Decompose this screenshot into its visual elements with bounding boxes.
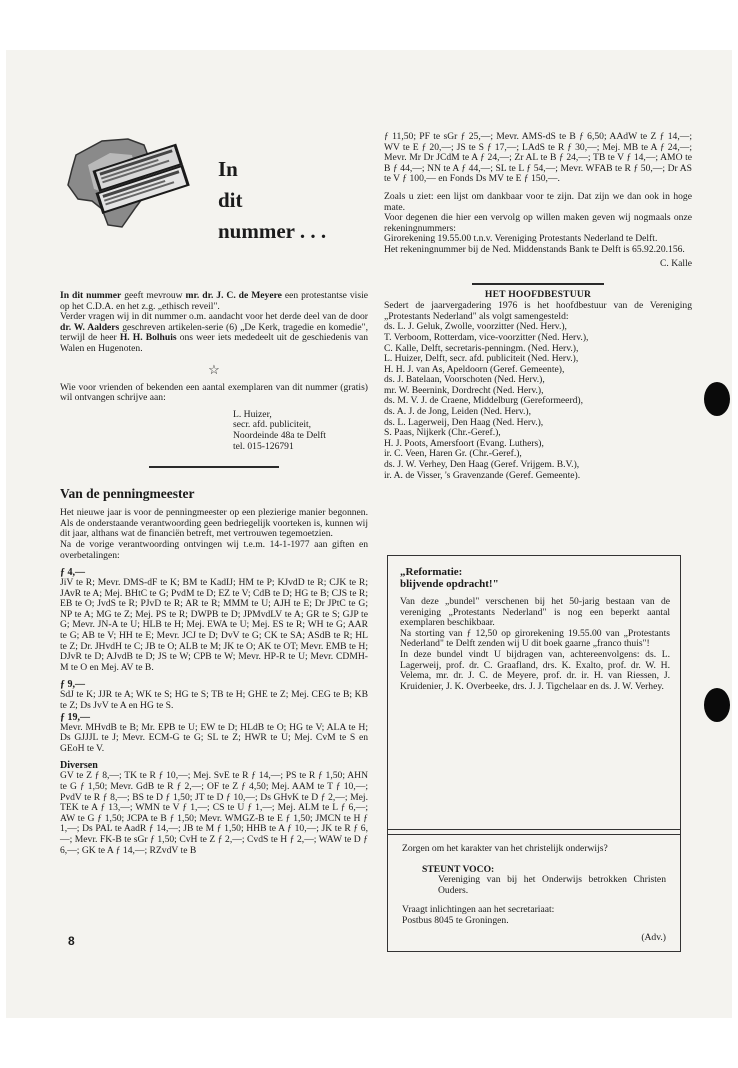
board-member: T. Verboom, Rotterdam, vice-voorzitter (Ned. Herv.), — [384, 331, 589, 343]
gift-list-9: SdJ te K; JJR te A; WK te S; HG te S; TB te H; GHE te Z; Mej. CEG te B; KB te Z; Ds JvV te A en HG te S. — [60, 689, 368, 712]
text-span: geeft mevrouw — [121, 290, 186, 301]
page-number: 8 — [68, 934, 75, 948]
author-name: mr. dr. J. C. de Meyere — [185, 290, 282, 301]
address-line: secr. afd. publiciteit, — [233, 419, 312, 431]
netherlands-booklet-logo — [58, 135, 208, 231]
text-span: ons weer iets mededeelt uit de geschiedenis van Walen en Hugenoten. — [60, 332, 368, 354]
reformatie-title-line: blijvende opdracht!" — [400, 578, 499, 590]
gift-heading-19: ƒ 19,— — [60, 711, 90, 723]
board-member-list — [384, 322, 692, 481]
right-column — [384, 132, 692, 481]
reformatie-ad-box — [384, 552, 684, 856]
author-name: H. H. Bolhuis — [119, 332, 177, 344]
voco-description: Vereniging van bij het Onderwijs betrokken Christen Ouders. — [438, 874, 666, 896]
intro-heading-line: nummer . . . — [218, 219, 327, 243]
intro-paragraph-1 — [60, 291, 368, 312]
gift-heading-4: ƒ 4,— — [60, 567, 85, 579]
reformatie-title-line: „Reformatie: — [400, 566, 463, 578]
board-title: HET HOOFDBESTUUR — [484, 289, 592, 301]
board-member: H. H. J. van As, Apeldoorn (Geref. Gemeente), — [384, 363, 565, 375]
board-member: S. Paas, Nijkerk (Chr.-Geref.), — [384, 427, 501, 439]
reformatie-title — [400, 566, 670, 590]
board-member: mr. W. Beernink, Dordrecht (Ned. Herv.), — [384, 384, 544, 396]
board-member: C. Kalle, Delft, secretaris-penningm. (Ned. Herv.), — [384, 342, 579, 354]
voco-ad-frame — [387, 829, 681, 952]
punch-hole — [704, 688, 730, 722]
address-block — [233, 410, 368, 452]
gift-heading-9: ƒ 9,— — [60, 679, 85, 691]
author-name: dr. W. Aalders — [60, 321, 120, 333]
star-icon: ☆ — [208, 361, 220, 377]
reformatie-paragraph: Na storting van ƒ 12,50 op girorekening 19.55.00 van „Protestants Nederland" te Delft zenden wij U dit boek gaarne „franco thuis"! — [400, 627, 670, 650]
treasurer-intro: Het nieuwe jaar is voor de penningmeester op een plezierige manier begonnen. Als de onderstaande verantwoording geen bedriegelijk voorteken is, kunnen wij dit jaar, althans wat de financiën betreft, met vertrouwen tegemoetzien. — [60, 507, 368, 540]
divider — [472, 283, 604, 285]
intro-heading — [218, 155, 326, 248]
text-span: Verder vragen wij in dit nummer o.m. aandacht voor het derde deel van de door — [60, 311, 368, 323]
gift-list-19: Mevr. MHvdB te B; Mr. EPB te U; EW te D; HLdB te O; HG te V; ALA te H; Ds GJJJL te J; Mevr. ECM-G te G; SL te Z; HWR te U; Mej. CvM te S en GEoH te V. — [60, 721, 368, 754]
voco-title: STEUNT VOCO: — [422, 863, 495, 875]
gift-list-4: JiV te R; Mevr. DMS-dF te K; BM te KadIJ; HM te P; KJvdD te R; CJK te R; JAvR te A; Mej. BHtC te G; PvdM te D; EZ te V; CdB te D; HG te B; CJS te R; EB te O; JvdS te R; PJvD te R; AR te R; MMM te U; AJH te E; Dr JPtC te G; NP te A; MG te Z; Mej. PS te R; DWPB te D; JPMvdLV te A; GR te S; GJP te G; Mevr. JN-A te U; HLB te H; Mej. EWA te U; Mej. ES te R; WH te G; AAR te G; AB te V; HH te E; Mevr. JCJ te D; DvV te G; CK te SA; ASdB te R; HL te Z; Dr. JHvdH te C; JB te O; ALB te M; JK te O; AK te OT; Mevr. EMB te H; DJvR te D; AJvdB te D; JS te W; CPB te W; Mevr. HP-R te U; Mevr. CDMH-M te O en Mej. AV te B. — [60, 577, 368, 673]
signature: C. Kalle — [660, 257, 692, 269]
voco-ad-box — [384, 826, 684, 943]
punch-hole — [704, 382, 730, 416]
voco-info: Vraagt inlichtingen aan het secretariaat: — [402, 904, 555, 916]
address-line: L. Huizer, — [233, 408, 272, 420]
board-member: H. J. Poots, Amersfoort (Evang. Luthers), — [384, 437, 544, 449]
voco-address: Postbus 8045 te Groningen. — [402, 914, 509, 926]
board-member: ds. L. J. Geluk, Zwolle, voorzitter (Ned. Herv.), — [384, 321, 567, 333]
board-member: L. Huizer, Delft, secr. afd. publiciteit (Ned. Herv.), — [384, 353, 579, 365]
reformatie-paragraph: Van deze „bundel" verschenen bij het 50-jarig bestaan van de vereniging „Protestants Nederland" is nog een beperkt aantal exemplaren beschikbaar. — [400, 596, 670, 629]
divider — [149, 466, 279, 468]
gift-list-diversen: GV te Z ƒ 8,—; TK te R ƒ 10,—; Mej. SvE te R ƒ 14,—; PS te R ƒ 1,50; AHN te G ƒ 1,50; Mevr. GdB te R ƒ 2,—; OF te Z ƒ 4,50; Mej. AAM te T ƒ 10,—; PvdV te R ƒ 8,—; BS te D ƒ 1,50; JT te D ƒ 10,—; Ds GHvK te D ƒ 2,—; Mej. TEK te A ƒ 13,—; WMN te V ƒ 1,—; CS te U ƒ 1,—; Mej. ALM te L ƒ 6,—; AW te G ƒ 1,50; JCPA te B ƒ 1,50; Mevr. WMGZ-B te E ƒ 1,50; JMCN te H ƒ 1,—; Ds PAL te AadR ƒ 14,—; JB te M ƒ 1,50; HHB te A ƒ 10,—; JK te R ƒ 6,—; Mevr. FK-B te sGr ƒ 1,50; CvH te Z ƒ 2,—; CvdS te H ƒ 2,—; WAW te D ƒ 6,—; GK te A ƒ 14,—; RZvdV te B — [60, 770, 368, 856]
board-member: ds. J. Batelaan, Voorschoten (Ned. Herv.), — [384, 374, 545, 386]
board-intro: Sedert de jaarvergadering 1976 is het hoofdbestuur van de Vereniging „Protestants Nederland" als volgt samengesteld: — [384, 300, 692, 322]
account-intro: Voor degenen die hier een vervolg op willen maken geven wij nogmaals onze rekeningnummers: — [384, 212, 692, 234]
text-span: geschreven artikelen-serie (6) „De Kerk, tragedie en komedie", terwijl de heer — [60, 321, 368, 344]
advertisement-label: (Adv.) — [641, 931, 666, 943]
left-column — [60, 291, 368, 856]
treasurer-intro-2: Na de vorige verantwoording ontvingen wij t.e.m. 14-1-1977 aan giften en overbetalingen: — [60, 538, 368, 561]
address-line: tel. 015-126791 — [233, 440, 294, 452]
intro-paragraph-2 — [60, 312, 368, 354]
gift-heading-diversen: Diversen — [60, 760, 98, 772]
board-member: ds. M. V. J. de Craene, Middelburg (Gereformeerd), — [384, 395, 584, 407]
board-member: ir. C. Veen, Haren Gr. (Chr.-Geref.), — [384, 448, 522, 460]
intro-paragraph-3: Wie voor vrienden of bekenden een aantal exemplaren van dit nummer (gratis) wil ontvangen schrijve aan: — [60, 381, 368, 404]
board-member: ds. L. Lagerweij, Den Haag (Ned. Herv.), — [384, 416, 544, 428]
intro-heading-line: dit — [218, 188, 243, 212]
intro-heading-line: In — [218, 157, 238, 181]
voco-question: Zorgen om het karakter van het christelijk onderwijs? — [402, 843, 608, 854]
giro-account: Girorekening 19.55.00 t.n.v. Vereniging Protestants Nederland te Delft. — [384, 233, 658, 245]
bank-account: Het rekeningnummer bij de Ned. Middenstands Bank te Delft is 65.92.20.156. — [384, 243, 685, 255]
intro-lead: In dit nummer — [60, 290, 122, 301]
reformatie-ad-frame — [387, 555, 681, 835]
address-line: Noordeinde 48a te Delft — [233, 429, 326, 441]
reformatie-paragraph: In deze bundel vindt U bijdragen van, achtereenvolgens: ds. L. Lagerweij, prof. dr. C. Graafland, drs. K. Exalto, prof. dr. W. H. Velema, mr. dr. J. C. de Meyere, prof. dr. ir. H. van Riessen, J. Kruidenier, J. K. Overbeeke, drs. J. J. Tigchelaar en ds. J. W. Verhey. — [400, 648, 670, 692]
board-member: ds. J. W. Verhey, Den Haag (Geref. Vrijgem. B.V.), — [384, 459, 580, 471]
text-span: een protestantse visie op het C.D.A. en het z.g. „ethisch reveil". — [60, 290, 368, 312]
board-member: ir. A. de Visser, 's Gravenzande (Geref. Gemeente). — [384, 469, 581, 481]
closing-paragraph: Zoals u ziet: een lijst om dankbaar voor te zijn. Dat zijn we dan ook in hoge mate. — [384, 190, 692, 213]
gift-list-continued: ƒ 11,50; PF te sGr ƒ 25,—; Mevr. AMS-dS te B ƒ 6,50; AAdW te Z ƒ 14,—; WV te E ƒ 20,—; JS te S ƒ 17,—; LAdS te R ƒ 30,—; Mej. MB te A ƒ 24,—; Mevr. Mr Dr JCdM te A ƒ 24,—; Zr AL te B ƒ 24,—; TB te V ƒ 14,—; AMO te B ƒ 44,—; NN te A ƒ 44,—; SL te L ƒ 54,—; Mevr. WFAB te R ƒ 50,—; Dr AS te V ƒ 100,— en Fonds Ds MV te E ƒ 150,—. — [384, 131, 692, 185]
board-member: ds. A. J. de Jong, Leiden (Ned. Herv.), — [384, 406, 531, 418]
treasurer-title: Van de penningmeester — [60, 486, 195, 502]
